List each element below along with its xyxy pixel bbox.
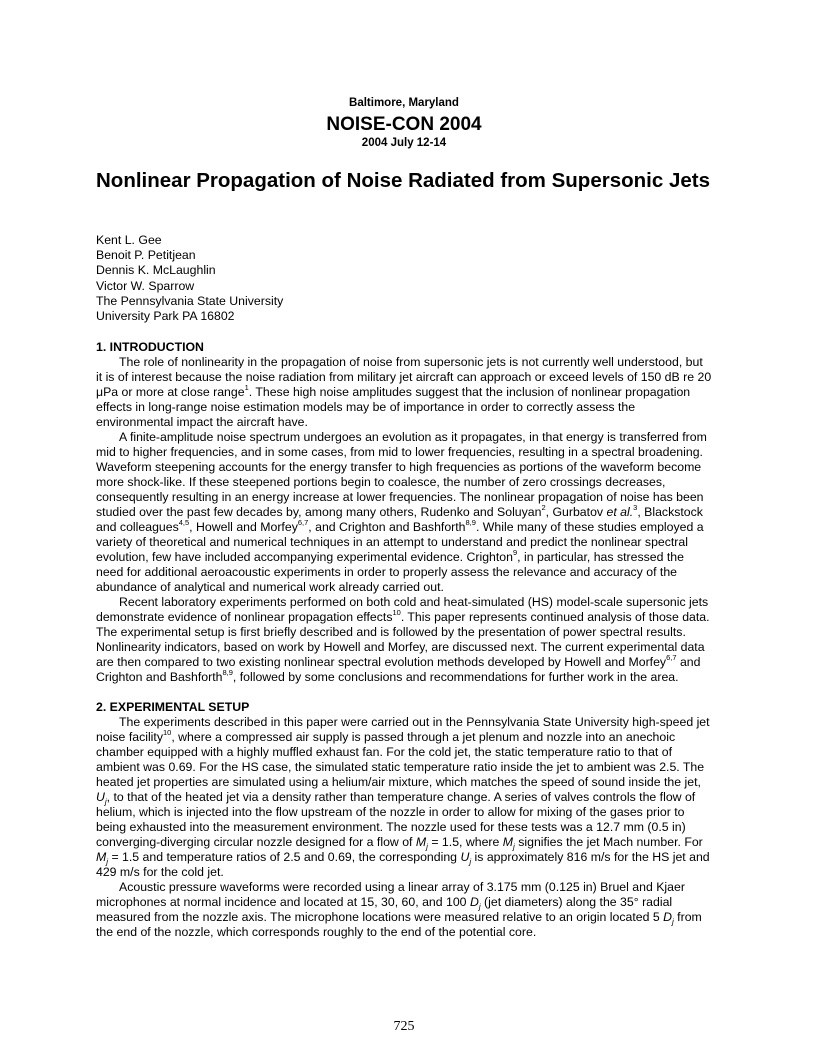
author-name: Victor W. Sparrow xyxy=(96,278,195,293)
paper-title: Nonlinear Propagation of Noise Radiated from Supersonic Jets xyxy=(96,169,710,192)
conference-name: NOISE-CON 2004 xyxy=(326,114,482,135)
page-number: 725 xyxy=(393,1019,415,1034)
conference-dates: 2004 July 12-14 xyxy=(361,137,447,149)
paragraph: The role of nonlinearity in the propagation of noise from supersonic jets is not currently well understood, but it is of interest because the noise radiation from military jet aircraft can approach or exceed levels of 150 dB re 20 μPa or more at close range$^1$. These high noise amplitudes suggest that the inclusion of nonlinear propagation effects in long-range noise estimation models may be of importance in order to correctly assess the environmental impact the aircraft have. xyxy=(96,355,712,429)
paper-body xyxy=(96,340,712,940)
section-heading-introduction: 1. INTRODUCTION xyxy=(96,340,204,354)
section-heading-experimental-setup: 2. EXPERIMENTAL SETUP xyxy=(96,700,250,714)
author-name: Kent L. Gee xyxy=(96,233,162,247)
conference-venue: Baltimore, Maryland xyxy=(349,97,459,109)
author-block xyxy=(96,233,712,324)
author-address: University Park PA 16802 xyxy=(96,309,235,324)
paragraph: A finite-amplitude noise spectrum undergoes an evolution as it propagates, in that energy is transferred from mid to higher frequencies, and in some cases, from mid to lower frequencies, resulting in a spectral broadening. Waveform steepening accounts for the energy transfer to high frequencies as portions of the waveform become more shock-like. If these steepened portions begin to coalesce, the number of zero crossings decreases, consequently resulting in an energy increase at lower frequencies. The nonlinear propagation of noise has been studied over the past few decades by, among many others, Rudenko and Soluyan$^2$, Gurbatov et al.$^3$, Blackstock and colleagues$^{4,5}$, Howell and Morfey$^{6,7}$, and Crighton and Bashforth$^{8,9}$. While many of these studies employed a variety of theoretical and numerical techniques in an attempt to understand and predict the nonlinear spectral evolution, few have included accompanying experimental evidence. Crighton$^9$, in particular, has stressed the need for additional aeroacoustic experiments in order to properly assess the relevance and accuracy of the abundance of analytical and numerical work already carried out. xyxy=(96,430,707,594)
author-name: Dennis K. McLaughlin xyxy=(96,263,216,278)
author-name: Benoit P. Petitjean xyxy=(96,248,196,263)
author-affiliation: The Pennsylvania State University xyxy=(96,293,284,308)
paragraph: Recent laboratory experiments performed on both cold and heat-simulated (HS) model-scale supersonic jets demonstrate evidence of nonlinear propagation effects$^{10}$. This paper represents continued analysis of those data. The experimental setup is first briefly described and is followed by the presentation of power spectral results. Nonlinearity indicators, based on work by Howell and Morfey, are discussed next. The current experimental data are then compared to two existing nonlinear spectral evolution methods developed by Howell and Morfey$^{6,7}$ and Crighton and Bashforth$^{8,9}$, followed by some conclusions and recommendations for further work in the area. xyxy=(96,595,710,684)
paragraph: The experiments described in this paper were carried out in the Pennsylvania State University high-speed jet noise facility$^{10}$, where a compressed air supply is passed through a jet plenum and nozzle into an anechoic chamber equipped with a highly muffled exhaust fan. For the cold jet, the static temperature ratio to that of ambient was 0.69. For the HS case, the simulated static temperature ratio inside the jet to ambient was 2.5. The heated jet properties are simulated using a helium/air mixture, which matches the speed of sound inside the jet, $U_j$, to that of the heated jet via a density rather than temperature change. A series of valves controls the flow of helium, which is injected into the flow upstream of the nozzle in order to allow for mixing of the gases prior to being exhausted into the measurement environment. The nozzle used for these tests was a 12.7 mm (0.5 in) converging-diverging circular nozzle designed for a flow of $M_j = 1.5$, where $M_j$ signifies the jet Mach number. For $M_j = 1.5$ and temperature ratios of 2.5 and 0.69, the corresponding $U_j$ is approximately 816 m/s for the HS jet and 429 m/s for the cold jet. xyxy=(96,715,710,879)
paper-page xyxy=(96,0,712,1056)
paragraph: Acoustic pressure waveforms were recorded using a linear array of 3.175 mm (0.125 in) Bruel and Kjaer microphones at normal incidence and located at 15, 30, 60, and 100 $D_j$ (jet diameters) along the 35° radial measured from the nozzle axis. The microphone locations were measured relative to an origin located 5 $D_j$ from the end of the nozzle, which corresponds roughly to the end of the potential core. xyxy=(96,880,702,939)
